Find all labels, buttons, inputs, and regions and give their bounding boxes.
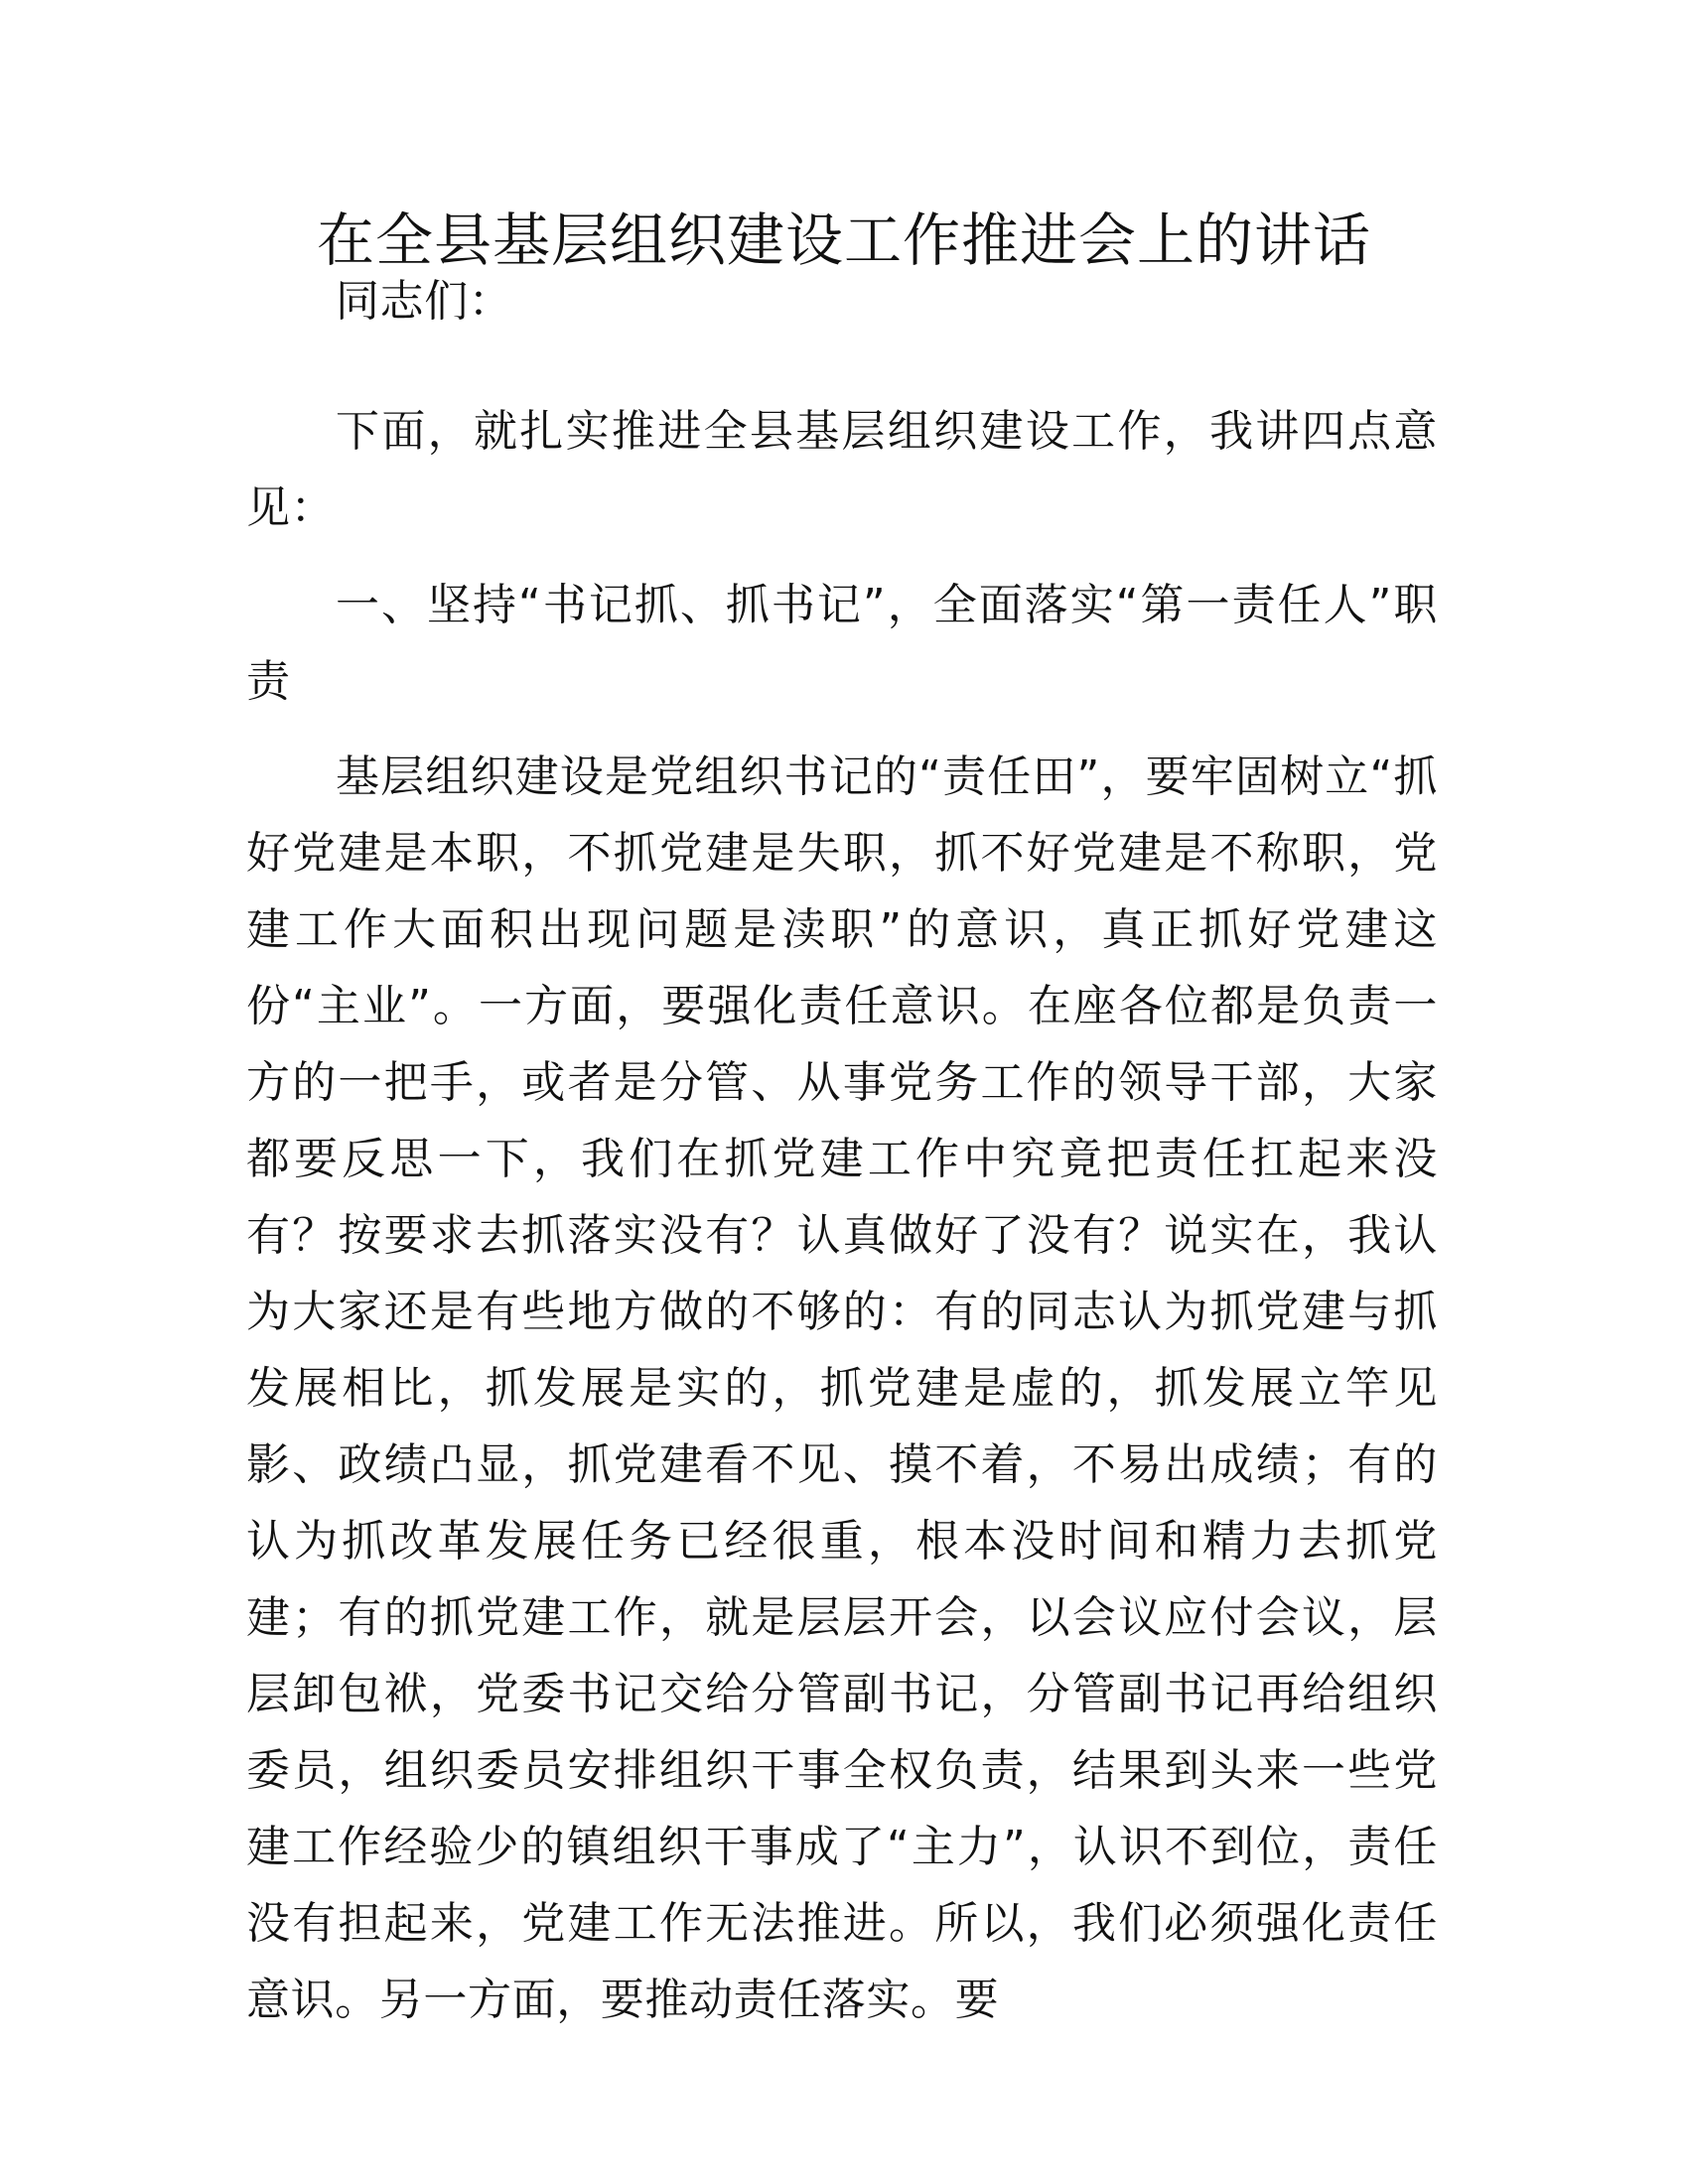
greeting-paragraph: 同志们：	[336, 276, 513, 327]
body-paragraph-1: 基层组织建设是党组织书记的“责任田”，要牢固树立“抓好党建是本职，不抓党建是失职，抓不好党建是不称职，党建工作大面积出现问题是渎职”的意识，真正抓好党建这份“主业”。一方面，要强化责任意识。在座各位都是负责一方的一把手，或者是分管、从事党务工作的领导干部，大家都要反思一下，我们在抓党建工作中究竟把责任扛起来没有？按要求去抓落实没有？认真做好了没有？说实在，我认为大家还是有些地方做的不够的：有的同志认为抓党建与抓发展相比，抓发展是实的，抓党建是虚的，抓发展立竿见影、政绩凸显，抓党建看不见、摸不着，不易出成绩；有的认为抓改革发展任务已经很重，根本没时间和精力去抓党建；有的抓党建工作，就是层层开会，以会议应付会议，层层卸包袱，党委书记交给分管副书记，分管副书记再给组织委员，组织委员安排组织干事全权负责，结果到头来一些党建工作经验少的镇组织干事成了“主力”，认识不到位，责任没有担起来，党建工作无法推进。所以，我们必须强化责任意识。另一方面，要推动责任落实。要	[246, 751, 1438, 2025]
document-title: 在全县基层组织建设工作推进会上的讲话	[316, 206, 1371, 274]
section-heading-1: 一、坚持“书记抓、抓书记”，全面落实“第一责任人”职责	[246, 580, 1438, 707]
intro-paragraph: 下面，就扎实推进全县基层组织建设工作，我讲四点意见：	[246, 406, 1438, 533]
